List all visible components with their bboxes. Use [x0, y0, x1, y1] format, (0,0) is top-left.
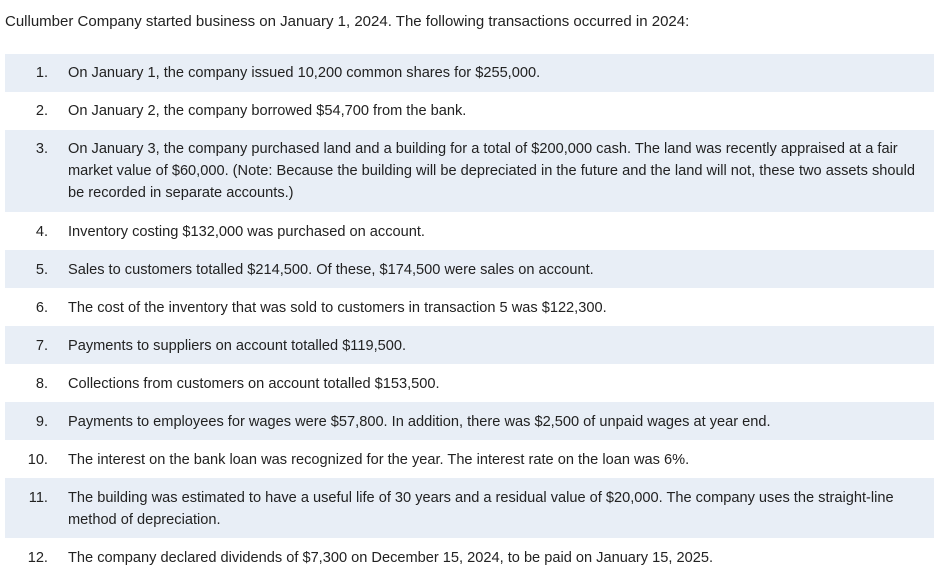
transaction-row-10 [5, 440, 934, 478]
transaction-row-6 [5, 288, 934, 326]
transaction-row-2 [5, 92, 934, 130]
transaction-row-12 [5, 538, 934, 576]
transaction-text: The interest on the bank loan was recognized for the year. The interest rate on the loan was 6%. [68, 452, 690, 468]
transaction-text: The company declared dividends of $7,300 on December 15, 2024, to be paid on January 15, 2025. [68, 550, 713, 566]
transaction-number: 5. [35, 262, 48, 278]
transaction-text: On January 2, the company borrowed $54,700 from the bank. [68, 103, 467, 119]
transaction-number: 8. [35, 376, 48, 392]
transaction-row-9 [5, 402, 934, 440]
transaction-row-7 [5, 326, 934, 364]
transaction-row-1 [5, 54, 934, 92]
transaction-text: Sales to customers totalled $214,500. Of these, $174,500 were sales on account. [68, 262, 594, 278]
transaction-text: On January 3, the company purchased land and a building for a total of $200,000 cash. The land was recently appraised at a fair market value of $60,000. (Note: Because the building will be depreciated in the future and the land will not, these two assets should be recorded in separate accounts.) [68, 141, 915, 201]
transaction-row-8 [5, 364, 934, 402]
transaction-number: 3. [35, 141, 48, 157]
transaction-row-3 [5, 130, 934, 212]
transaction-number: 1. [35, 65, 48, 81]
transaction-text: Payments to suppliers on account totalled $119,500. [68, 338, 407, 354]
transaction-row-11 [5, 478, 934, 538]
transaction-list [5, 54, 934, 576]
transaction-number: 11. [28, 490, 48, 506]
transaction-number: 2. [35, 103, 48, 119]
transaction-text: The cost of the inventory that was sold to customers in transaction 5 was $122,300. [68, 300, 607, 316]
transaction-number: 7. [35, 338, 48, 354]
transaction-text: Collections from customers on account totalled $153,500. [68, 376, 440, 392]
transaction-text: Inventory costing $132,000 was purchased on account. [68, 224, 425, 240]
transaction-row-4 [5, 212, 934, 250]
transaction-number: 4. [35, 224, 48, 240]
transaction-row-5 [5, 250, 934, 288]
problem-intro: Cullumber Company started business on January 1, 2024. The following transactions occurred in 2024: [5, 13, 690, 30]
transaction-number: 12. [27, 550, 48, 566]
transaction-number: 9. [35, 414, 48, 430]
transaction-text: On January 1, the company issued 10,200 common shares for $255,000. [68, 65, 541, 81]
transaction-text: The building was estimated to have a useful life of 30 years and a residual value of $20,000. The company uses the straight-line method of depreciation. [68, 490, 894, 528]
transaction-text: Payments to employees for wages were $57,800. In addition, there was $2,500 of unpaid wages at year end. [68, 414, 771, 430]
transaction-number: 10. [27, 452, 48, 468]
transaction-number: 6. [35, 300, 48, 316]
